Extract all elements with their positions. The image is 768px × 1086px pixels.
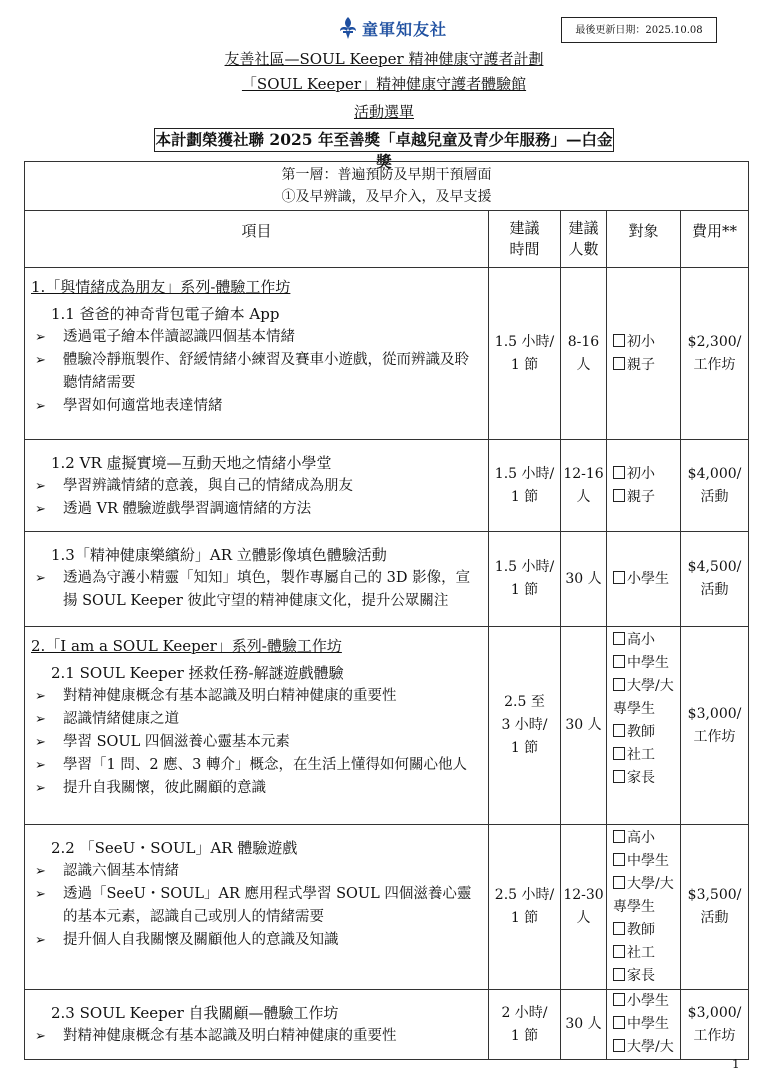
target-label: 大學/大專學生 [613,678,674,717]
target-label: 小學生 [627,570,669,587]
fleur-de-lis-icon [338,16,358,40]
tier-title: 第一層：普遍預防及早期干預層面 [281,167,492,183]
checkbox-icon [613,334,625,347]
org-logo [338,16,447,40]
people-cell [561,268,607,440]
title-line-1: 友善社區—SOUL Keeper 精神健康守護者計劃 [224,50,544,68]
last-updated-box: 最後更新日期：2025.10.08 [561,17,717,43]
fee-cell [681,990,749,1060]
time-cell-line: 1 節 [510,740,539,756]
col-people-header: 建議 人數 [561,211,607,268]
fee-cell [681,440,749,532]
target-label: 中學生 [627,655,669,671]
target-cell [607,627,681,825]
page-number: 1 [732,1057,740,1071]
checkbox-icon [613,747,625,760]
bullet-item [31,395,482,418]
checkbox-icon [613,357,625,370]
bullet-item [31,731,482,754]
table-body [25,268,749,1060]
target-option [613,652,680,675]
checkbox-icon [613,1016,625,1029]
arrowhead-bullet-icon: ➢ [35,712,46,727]
target-label: 初小 [627,465,655,482]
time-cell [489,627,561,825]
bullet-item [31,777,482,800]
bullet-text: 對精神健康概念有基本認識及明白精神健康的重要性 [63,1028,397,1044]
time-cell-line: 1.5 小時/ [494,333,555,350]
col-time-header: 建議 時間 [489,211,561,268]
arrowhead-bullet-icon: ➢ [35,689,46,704]
arrowhead-bullet-icon: ➢ [35,933,46,948]
target-cell [607,825,681,990]
target-option [613,463,680,486]
target-option [613,721,680,744]
arrowhead-bullet-icon: ➢ [35,330,46,345]
checkbox-icon [613,466,625,479]
fee-cell [681,268,749,440]
target-label: 社工 [627,945,655,961]
fee-cell-line: $4,000/ [687,465,742,482]
time-cell [489,825,561,990]
bullet-text: 透過 VR 體驗遊戲學習調適情緒的方法 [63,501,312,517]
bullet-text: 學習 SOUL 四個滋養心靈基本元素 [63,734,290,750]
target-option [613,675,680,721]
org-name: 童軍知友社 [362,19,448,39]
tier-subtitle: ①及早辨識，及早介入，及早支援 [281,189,492,205]
target-option [613,1013,680,1036]
fee-cell [681,825,749,990]
table-row [25,268,749,440]
col-target-header: 對象 [607,211,681,268]
activity-title: 2.1 SOUL Keeper 拯救任務-解謎遊戲體驗 [51,664,344,682]
target-label: 中學生 [627,1016,669,1032]
bullet-item [31,349,482,395]
activity-table [24,161,749,1060]
target-option [613,1036,680,1059]
arrowhead-bullet-icon: ➢ [35,887,46,902]
time-cell-line: 1.5 小時/ [494,559,555,575]
bullet-item [31,685,482,708]
target-option [613,919,680,942]
target-label: 大學/大 [627,1039,674,1055]
table-row [25,990,749,1060]
people-cell [561,627,607,825]
bullet-text: 提升自我關懷，彼此關顧的意識 [63,780,266,796]
arrowhead-bullet-icon: ➢ [35,781,46,796]
arrowhead-bullet-icon: ➢ [35,758,46,773]
title-line-3: 活動選單 [353,103,414,121]
item-cell [25,825,489,990]
target-label: 社工 [627,747,655,763]
people-cell-line: 8-16 [567,333,600,350]
bullet-text: 體驗冷靜瓶製作、舒緩情緒小練習及賽車小遊戲，從而辨識及聆聽情緒需要 [63,352,469,391]
fee-cell-line: $3,500/ [687,887,742,903]
people-cell-line: 人 [576,356,591,373]
time-cell-line: 3 小時/ [501,717,548,733]
table-row [25,825,749,990]
time-cell-line: 2.5 小時/ [494,887,555,903]
target-label: 家長 [627,770,655,786]
bullet-item [31,475,482,498]
target-label: 親子 [627,356,655,373]
target-option [613,331,680,354]
bullet-item [31,567,482,613]
fee-cell-line: 工作坊 [693,1027,736,1044]
arrowhead-bullet-icon: ➢ [35,502,46,517]
checkbox-icon [613,489,625,502]
checkbox-icon [613,632,625,645]
target-label: 家長 [627,968,655,984]
target-option [613,486,680,509]
time-cell-line: 1 節 [510,582,539,598]
fee-cell-line: $3,000/ [687,705,742,722]
arrowhead-bullet-icon: ➢ [35,1029,46,1044]
fee-cell-line: $3,000/ [687,1004,742,1021]
target-label: 親子 [627,488,655,505]
checkbox-icon [613,571,625,584]
target-option [613,354,680,377]
bullet-item [31,708,482,731]
people-cell-line: 人 [576,910,591,926]
col-fee-header: 費用** [681,211,749,268]
fee-cell [681,532,749,627]
arrowhead-bullet-icon: ➢ [35,479,46,494]
arrowhead-bullet-icon: ➢ [35,353,46,368]
bullet-text: 認識六個基本情緒 [63,863,179,879]
checkbox-icon [613,876,625,889]
bullet-item [31,860,482,883]
people-cell-line: 人 [576,488,591,505]
checkbox-icon [613,678,625,691]
checkbox-icon [613,968,625,981]
bullet-text: 透過「SeeU・SOUL」AR 應用程式學習 SOUL 四個滋養心靈的基本元素，認識自己或別人的情緒需要 [63,886,472,925]
time-cell-line: 1.5 小時/ [494,465,555,482]
checkbox-icon [613,1039,625,1052]
bullet-item [31,754,482,777]
bullet-item [31,326,482,349]
people-cell [561,990,607,1060]
target-label: 教師 [627,922,655,938]
target-label: 初小 [627,333,655,350]
section-title: 2.「I am a SOUL Keeper」系列-體驗工作坊 [31,637,342,655]
arrowhead-bullet-icon: ➢ [35,864,46,879]
fee-cell-line: $4,500/ [687,559,742,575]
arrowhead-bullet-icon: ➢ [35,571,46,586]
activity-title: 2.3 SOUL Keeper 自我關顧—體驗工作坊 [51,1004,339,1022]
bullet-text: 學習如何適當地表達情緒 [63,398,223,414]
activity-title: 1.3「精神健康樂繽紛」AR 立體影像填色體驗活動 [51,546,387,564]
target-cell [607,990,681,1060]
target-label: 小學生 [627,993,669,1009]
bullet-text: 學習辨識情緒的意義，與自己的情緒成為朋友 [63,478,353,494]
fee-cell-line: 活動 [700,910,729,926]
target-option [613,568,680,591]
time-cell-line: 1 節 [510,910,539,926]
checkbox-icon [613,655,625,668]
bullet-text: 學習「1 問、2 應、3 轉介」概念，在生活上懂得如何關心他人 [63,757,468,773]
people-cell-line: 30 人 [565,1016,602,1032]
checkbox-icon [613,993,625,1006]
checkbox-icon [613,770,625,783]
target-option [613,744,680,767]
people-cell [561,440,607,532]
time-cell-line: 2.5 至 [504,694,545,710]
bullet-text: 透過為守護小精靈「知知」填色，製作專屬自己的 3D 影像，宣揚 SOUL Keeper 彼此守望的精神健康文化，提升公眾關注 [63,570,471,609]
tier-row [25,162,749,211]
item-cell [25,268,489,440]
time-cell [489,440,561,532]
fee-cell-line: 工作坊 [693,356,736,373]
checkbox-icon [613,853,625,866]
time-cell [489,532,561,627]
time-cell [489,268,561,440]
fee-cell-line: $2,300/ [687,333,742,350]
col-item-header: 項目 [25,211,489,268]
checkbox-icon [613,830,625,843]
target-cell [607,440,681,532]
target-option [613,827,680,850]
item-cell [25,440,489,532]
bullet-text: 透過電子繪本伴讀認識四個基本情緒 [63,329,295,345]
arrowhead-bullet-icon: ➢ [35,399,46,414]
fee-cell-line: 活動 [700,582,729,598]
section-title: 1.「與情緒成為朋友」系列-體驗工作坊 [31,278,291,296]
bullet-text: 認識情緒健康之道 [63,711,179,727]
activity-title: 1.1 爸爸的神奇背包電子繪本 App [51,305,280,323]
target-option [613,767,680,790]
fee-cell [681,627,749,825]
checkbox-icon [613,724,625,737]
table-row [25,532,749,627]
award-banner: 本計劃榮獲社聯 2025 年至善獎「卓越兒童及青少年服務」—白金獎 [155,130,613,171]
bullet-text: 提升個人自我關懷及關顧他人的意識及知識 [63,932,339,948]
people-cell-line: 12-30 [563,887,604,903]
arrowhead-bullet-icon: ➢ [35,735,46,750]
target-option [613,990,680,1013]
people-cell [561,532,607,627]
item-cell [25,990,489,1060]
time-cell [489,990,561,1060]
time-cell-line: 1 節 [510,356,539,373]
item-cell [25,532,489,627]
target-option [613,629,680,652]
title-line-2: 「SOUL Keeper」精神健康守護者體驗館 [241,75,527,93]
people-cell-line: 12-16 [563,465,604,482]
table-row [25,440,749,532]
people-cell-line: 30 人 [565,570,602,587]
target-option [613,942,680,965]
target-label: 教師 [627,724,655,740]
time-cell-line: 1 節 [510,1027,539,1044]
bullet-item [31,929,482,952]
target-option [613,965,680,988]
fee-cell-line: 工作坊 [693,728,736,745]
target-option [613,873,680,919]
bullet-text: 對精神健康概念有基本認識及明白精神健康的重要性 [63,688,397,704]
bullet-item [31,1025,482,1048]
target-cell [607,268,681,440]
checkbox-icon [613,922,625,935]
target-label: 大學/大專學生 [613,876,674,915]
time-cell-line: 1 節 [510,488,539,505]
target-label: 高小 [627,632,655,648]
fee-cell-line: 活動 [700,488,729,505]
people-cell [561,825,607,990]
target-option [613,850,680,873]
table-row [25,627,749,825]
target-label: 中學生 [627,853,669,869]
activity-title: 2.2 「SeeU・SOUL」AR 體驗遊戲 [51,839,298,857]
bullet-item [31,498,482,521]
item-cell [25,627,489,825]
bullet-item [31,883,482,929]
header-row [25,211,749,268]
checkbox-icon [613,945,625,958]
target-label: 高小 [627,830,655,846]
people-cell-line: 30 人 [565,717,602,733]
time-cell-line: 2 小時/ [501,1004,548,1021]
activity-title: 1.2 VR 虛擬實境—互動天地之情緒小學堂 [51,454,332,472]
target-cell [607,532,681,627]
